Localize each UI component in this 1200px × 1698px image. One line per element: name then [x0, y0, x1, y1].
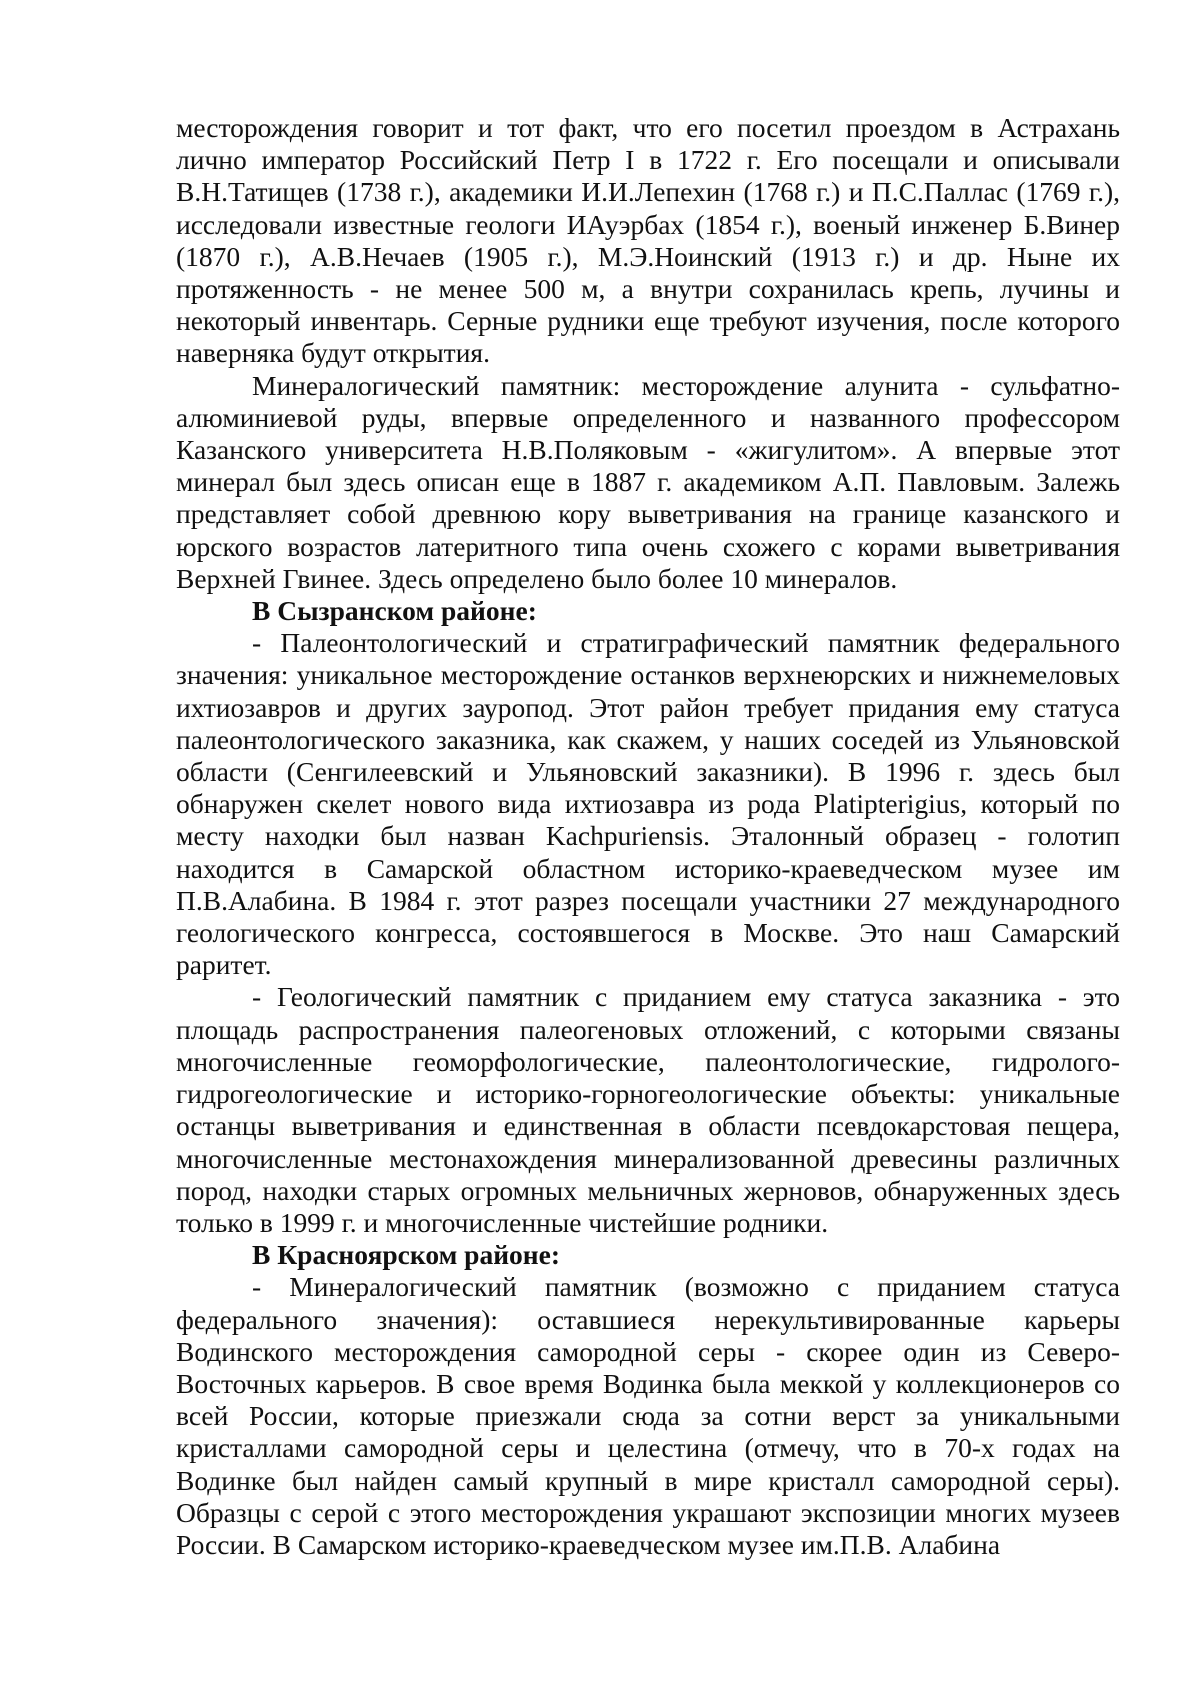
paragraph-geological-monument: - Геологический памятник с приданием ему статуса заказника - это площадь распространения палеогеновых отложений, с которыми связаны многочисленные геоморфологические, палеонтологические, гидролого-гидрогеологические и историко-горногеологические объекты: уникальные останцы выветривания и единственная в области псевдокарстовая пещера, многочисленные местонахождения минерализованной древесины различных пород, находки старых огромных мельничных жерновов, обнаруженных здесь только в 1999 г. и многочисленные чистейшие родники. — [176, 981, 1120, 1238]
document-page — [176, 112, 1120, 1561]
section-heading-krasnoyarsk: В Красноярском районе: — [252, 1239, 561, 1271]
paragraph-alunite-monument: Минералогический памятник: месторождение алунита - сульфатно-алюминиевой руды, впервые определенного и названного профессором Казанского университета Н.В.Поляковым - «жигулитом». А впервые этот минерал был здесь описан еще в 1887 г. академиком А.П. Павловым. Залежь представляет собой древнюю кору выветривания на границе казанского и юрского возрастов латеритного типа очень схожего с корами выветривания Верхней Гвинее. Здесь определено было более 10 минералов. — [176, 369, 1120, 594]
paragraph-paleontological-monument: - Палеонтологический и стратиграфический памятник федерального значения: уникальное месторождение останков верхнеюрских и нижнемеловых ихтиозавров и других зауропод. Этот район требует придания ему статуса палеонтологического заказника, как скажем, у наших соседей из Ульяновской области (Сенгилеевский и Ульяновский заказники). В 1996 г. здесь был обнаружен скелет нового вида ихтиозавра из рода Platipterigius, который по месту находки был назван Kachpuriensis. Эталонный образец - голотип находится в Самарской областном историко-краеведческом музее им П.В.Алабина. В 1984 г. этот разрез посещали участники 27 международного геологического конгресса, состоявшегося в Москве. Это наш Самарский раритет. — [176, 627, 1120, 981]
section-heading-syzran: В Сызранском районе: — [252, 595, 537, 627]
paragraph-continuation: месторождения говорит и тот факт, что его посетил проездом в Астрахань лично император Российский Петр I в 1722 г. Его посещали и описывали В.Н.Татищев (1738 г.), академики И.И.Лепехин (1768 г.) и П.С.Паллас (1769 г.), исследовали известные геологи ИАуэрбах (1854 г.), военый инженер Б.Винер (1870 г.), А.В.Нечаев (1905 г.), М.Э.Ноинский (1913 г.) и др. Ныне их протяженность - не менее 500 м, а внутри сохранилась крепь, лучины и некоторый инвентарь. Серные рудники еще требуют изучения, после которого наверняка будут открытия. — [176, 112, 1120, 369]
paragraph-mineralogical-monument: - Минералогический памятник (возможно с приданием статуса федерального значения): оставшиеся нерекультивированные карьеры Водинского месторождения самородной серы - скорее один из Северо-Восточных карьеров. В свое время Водинка была меккой у коллекционеров со всей России, которые приезжали сюда за сотни верст за уникальными кристаллами самородной серы и целестина (отмечу, что в 70-х годах на Водинке был найден самый крупный в мире кристалл самородной серы). Образцы с серой с этого месторождения украшают экспозиции многих музеев России. В Самарском историко-краеведческом музее им.П.В. Алабина — [176, 1271, 1120, 1560]
